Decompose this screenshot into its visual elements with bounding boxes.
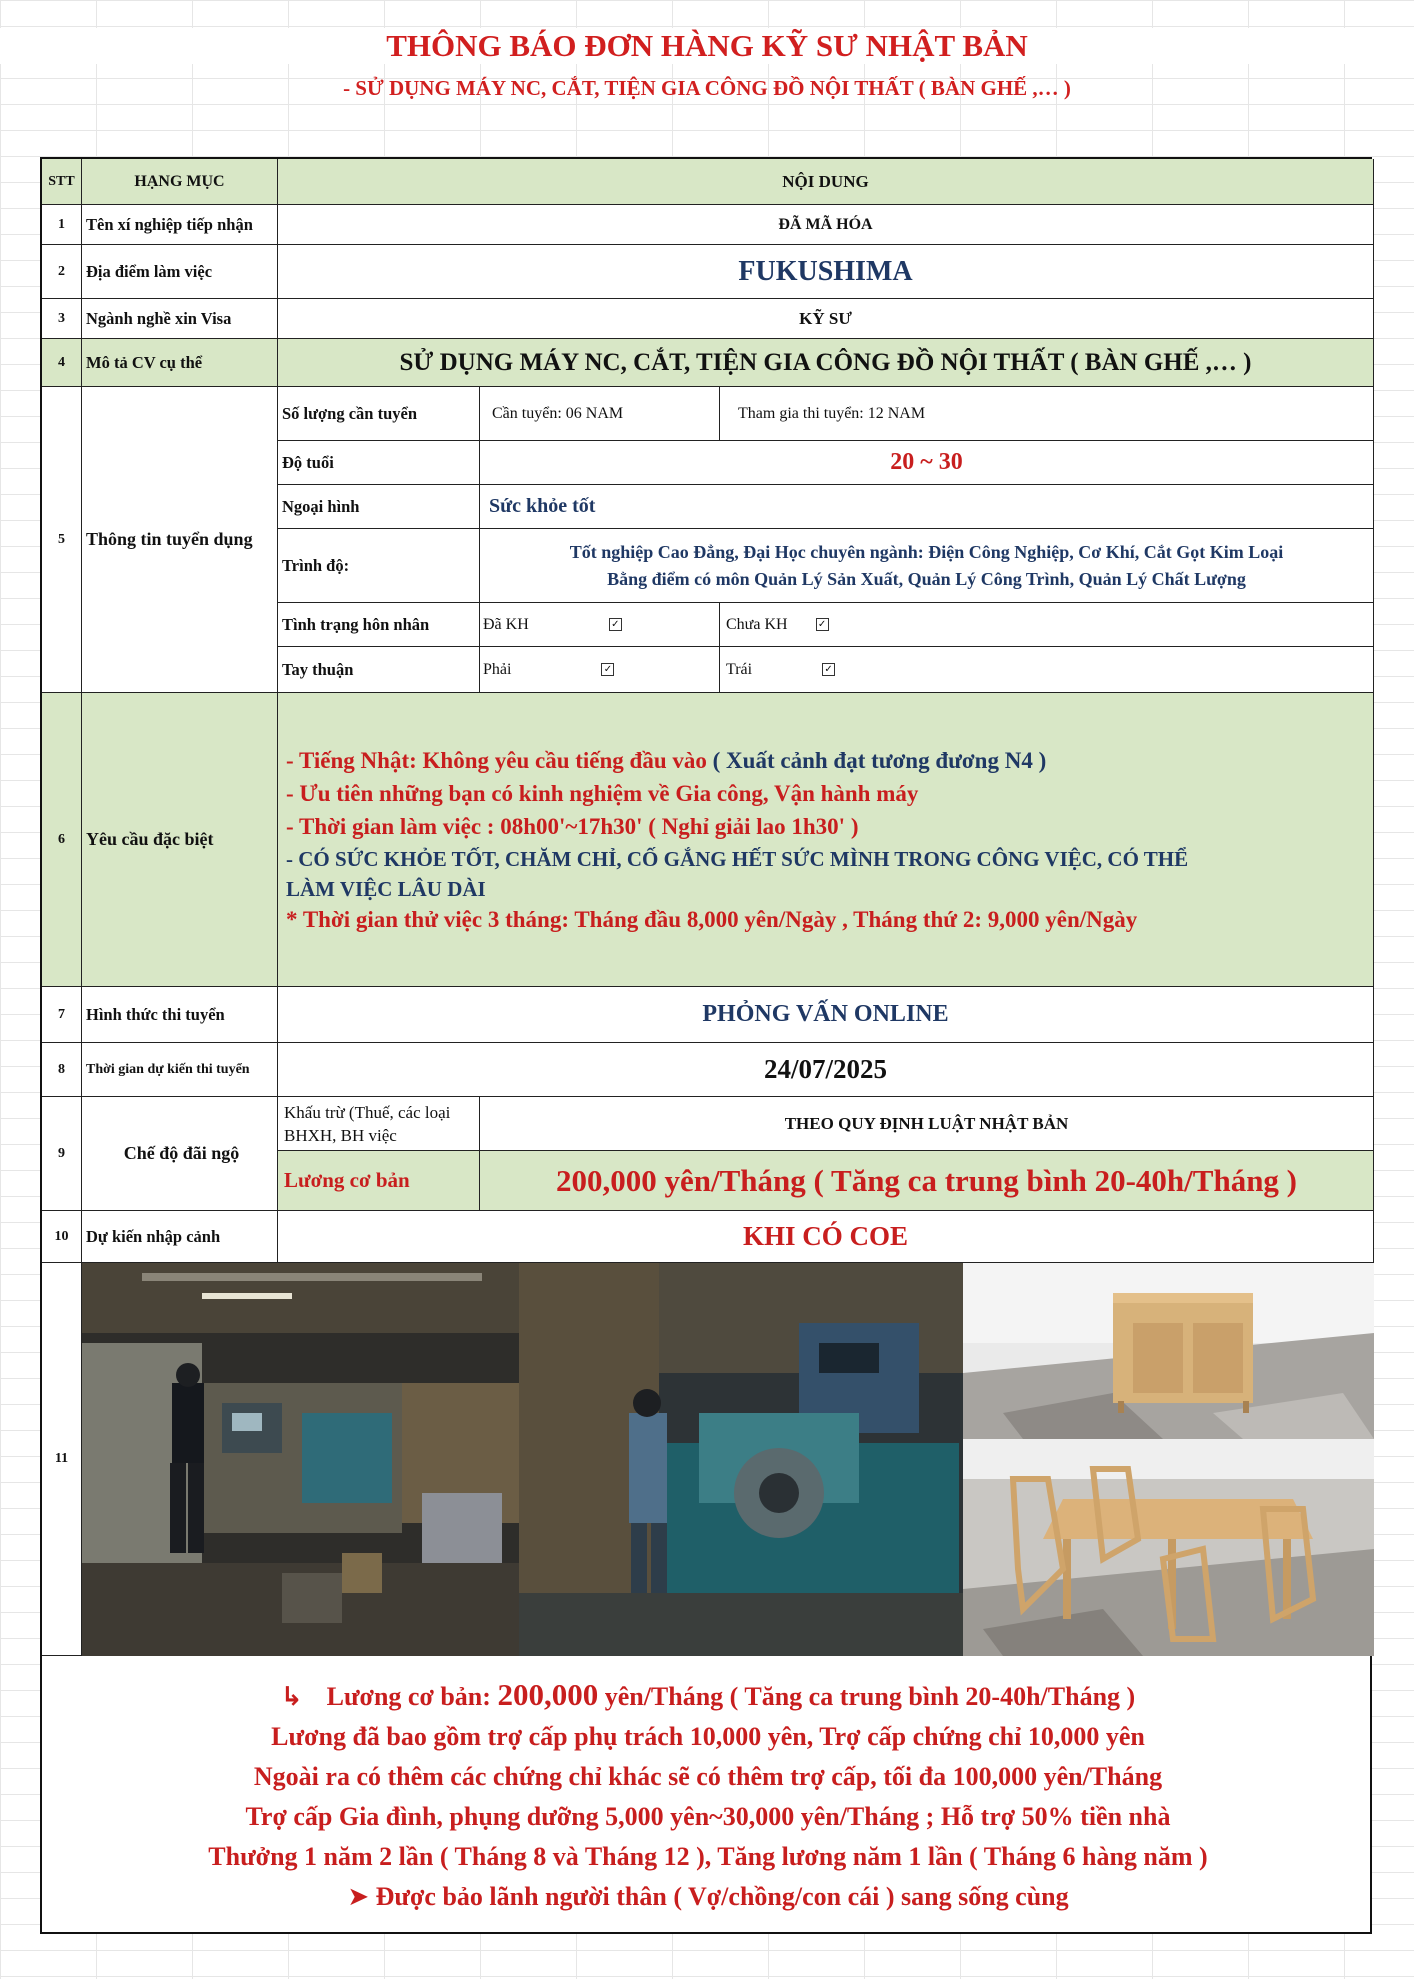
option-label: Chưa KH xyxy=(726,615,788,633)
page-title: THÔNG BÁO ĐƠN HÀNG KỸ SƯ NHẬT BẢN xyxy=(0,28,1414,64)
summary-line: Thưởng 1 năm 2 lần ( Tháng 8 và Tháng 12 ), Tăng lương năm 1 lần ( Tháng 6 hàng năm ) xyxy=(208,1842,1208,1871)
value-location: FUKUSHIMA xyxy=(278,245,1374,299)
value-exam-date: 24/07/2025 xyxy=(278,1043,1374,1097)
folding-table-photo xyxy=(963,1263,1374,1439)
benefits-summary xyxy=(42,1656,1374,1936)
summary-line: ↳ Lương cơ bản: 200,000 yên/Tháng ( Tăng ca trung bình 20-40h/Tháng ) xyxy=(280,1677,1136,1712)
row-number: 11 xyxy=(42,1263,82,1656)
option-label: Trái xyxy=(726,660,753,678)
value-exam-format: PHỎNG VẤN ONLINE xyxy=(278,987,1374,1043)
row-number: 6 xyxy=(42,693,82,987)
education-line: Tốt nghiệp Cao Đẳng, Đại Học chuyên ngành: Điện Công Nghiệp, Cơ Khí, Cắt Gọt Kim Loại xyxy=(569,541,1284,562)
label-entry-date: Dự kiến nhập cảnh xyxy=(82,1211,278,1263)
value-entry-date: KHI CÓ COE xyxy=(278,1211,1374,1263)
summary-line: Trợ cấp Gia đình, phụng dưỡng 5,000 yên~30,000 yên/Tháng ; Hỗ trợ 50% tiền nhà xyxy=(245,1802,1171,1831)
checkbox-icon[interactable]: ✓ xyxy=(609,618,622,631)
option-left-hand xyxy=(720,647,1374,693)
summary-line: ➤ Được bảo lãnh người thân ( Vợ/chồng/con cái ) sang sống cùng xyxy=(347,1882,1069,1912)
value-appearance: Sức khỏe tốt xyxy=(480,485,1374,529)
header-content: NỘI DUNG xyxy=(278,159,1374,205)
label-handedness: Tay thuận xyxy=(278,647,480,693)
education-line: Bằng điểm có môn Quản Lý Sản Xuất, Quản Lý Công Trình, Quản Lý Chất Lượng xyxy=(607,568,1246,589)
value-quantity-exam: Tham gia thi tuyển: 12 NAM xyxy=(720,387,1374,441)
label-education: Trình độ: xyxy=(278,529,480,603)
value-quantity-needed: Cần tuyển: 06 NAM xyxy=(480,387,720,441)
label-marital-status: Tình trạng hôn nhân xyxy=(278,603,480,647)
requirement-line: LÀM VIỆC LÂU DÀI xyxy=(286,876,486,901)
header-category: HẠNG MỤC xyxy=(82,159,278,205)
checkbox-icon[interactable]: ✓ xyxy=(816,618,829,631)
job-table xyxy=(40,157,1372,1934)
label-job-description: Mô tả CV cụ thể xyxy=(82,339,278,387)
row-number: 8 xyxy=(42,1043,82,1097)
cnc-lathe-photo xyxy=(519,1263,963,1656)
value-education xyxy=(480,529,1374,603)
row-number: 1 xyxy=(42,205,82,245)
summary-line: Ngoài ra có thêm các chứng chỉ khác sẽ có thêm trợ cấp, tối đa 100,000 yên/Tháng xyxy=(253,1762,1163,1791)
label-quantity: Số lượng cần tuyển xyxy=(278,387,480,441)
value-special-requirements xyxy=(278,693,1374,987)
requirement-line: - CÓ SỨC KHỎE TỐT, CHĂM CHỈ, CỐ GẮNG HẾT SỨC MÌNH TRONG CÔNG VIỆC, CÓ THỂ xyxy=(286,846,1189,871)
label-base-salary: Lương cơ bản xyxy=(278,1151,480,1211)
option-single xyxy=(720,603,1374,647)
header-stt: STT xyxy=(42,159,82,205)
row-number: 3 xyxy=(42,299,82,339)
row-number: 7 xyxy=(42,987,82,1043)
row-number: 9 xyxy=(42,1097,82,1211)
value-job-description: SỬ DỤNG MÁY NC, CẮT, TIỆN GIA CÔNG ĐỒ NỘI THẤT ( BÀN GHẾ ,… ) xyxy=(278,339,1374,387)
requirement-line: - Thời gian làm việc : 08h00'~17h30' ( Nghỉ giải lao 1h30' ) xyxy=(286,813,859,839)
table-chairs-photo xyxy=(963,1439,1374,1656)
option-right-hand xyxy=(480,647,720,693)
arrow-icon: ↳ xyxy=(280,1682,303,1712)
option-label: Phải xyxy=(483,660,512,678)
value-visa-field: KỸ SƯ xyxy=(278,299,1374,339)
value-age: 20 ~ 30 xyxy=(480,441,1374,485)
label-exam-date: Thời gian dự kiến thi tuyển xyxy=(82,1043,278,1097)
row-number: 10 xyxy=(42,1211,82,1263)
value-company: ĐÃ MÃ HÓA xyxy=(278,205,1374,245)
label-exam-format: Hình thức thi tuyển xyxy=(82,987,278,1043)
requirement-line: - Tiếng Nhật: Không yêu cầu tiếng đầu vào ( Xuất cảnh đạt tương đương N4 ) xyxy=(286,747,1047,773)
option-label: Đã KH xyxy=(483,615,529,633)
value-deductions: THEO QUY ĐỊNH LUẬT NHẬT BẢN xyxy=(480,1097,1374,1151)
label-appearance: Ngoại hình xyxy=(278,485,480,529)
label-company: Tên xí nghiệp tiếp nhận xyxy=(82,205,278,245)
checkbox-icon[interactable]: ✓ xyxy=(601,663,614,676)
row-number: 2 xyxy=(42,245,82,299)
page-subtitle: - SỬ DỤNG MÁY NC, CẮT, TIỆN GIA CÔNG ĐỒ NỘI THẤT ( BÀN GHẾ ,… ) xyxy=(343,76,1071,100)
option-married xyxy=(480,603,720,647)
row-number: 5 xyxy=(42,387,82,693)
requirement-line: * Thời gian thử việc 3 tháng: Tháng đầu 8,000 yên/Ngày , Tháng thứ 2: 9,000 yên/Ngày xyxy=(286,906,1138,932)
checkbox-icon[interactable]: ✓ xyxy=(822,663,835,676)
lathe-workshop-photo xyxy=(82,1263,519,1656)
label-age: Độ tuổi xyxy=(278,441,480,485)
row-number: 4 xyxy=(42,339,82,387)
pointer-icon: ➤ xyxy=(347,1882,370,1912)
label-visa-field: Ngành nghề xin Visa xyxy=(82,299,278,339)
label-location: Địa điểm làm việc xyxy=(82,245,278,299)
label-special-requirements: Yêu cầu đặc biệt xyxy=(82,693,278,987)
label-benefits: Chế độ đãi ngộ xyxy=(82,1097,278,1211)
label-recruitment-info: Thông tin tuyển dụng xyxy=(82,387,278,693)
summary-line: Lương đã bao gồm trợ cấp phụ trách 10,000 yên, Trợ cấp chứng chỉ 10,000 yên xyxy=(271,1722,1145,1751)
requirement-line: - Ưu tiên những bạn có kinh nghiệm về Gia công, Vận hành máy xyxy=(286,780,919,806)
value-base-salary: 200,000 yên/Tháng ( Tăng ca trung bình 20-40h/Tháng ) xyxy=(480,1151,1374,1211)
label-deductions: Khấu trừ (Thuế, các loại BHXH, BH việc xyxy=(278,1097,480,1151)
